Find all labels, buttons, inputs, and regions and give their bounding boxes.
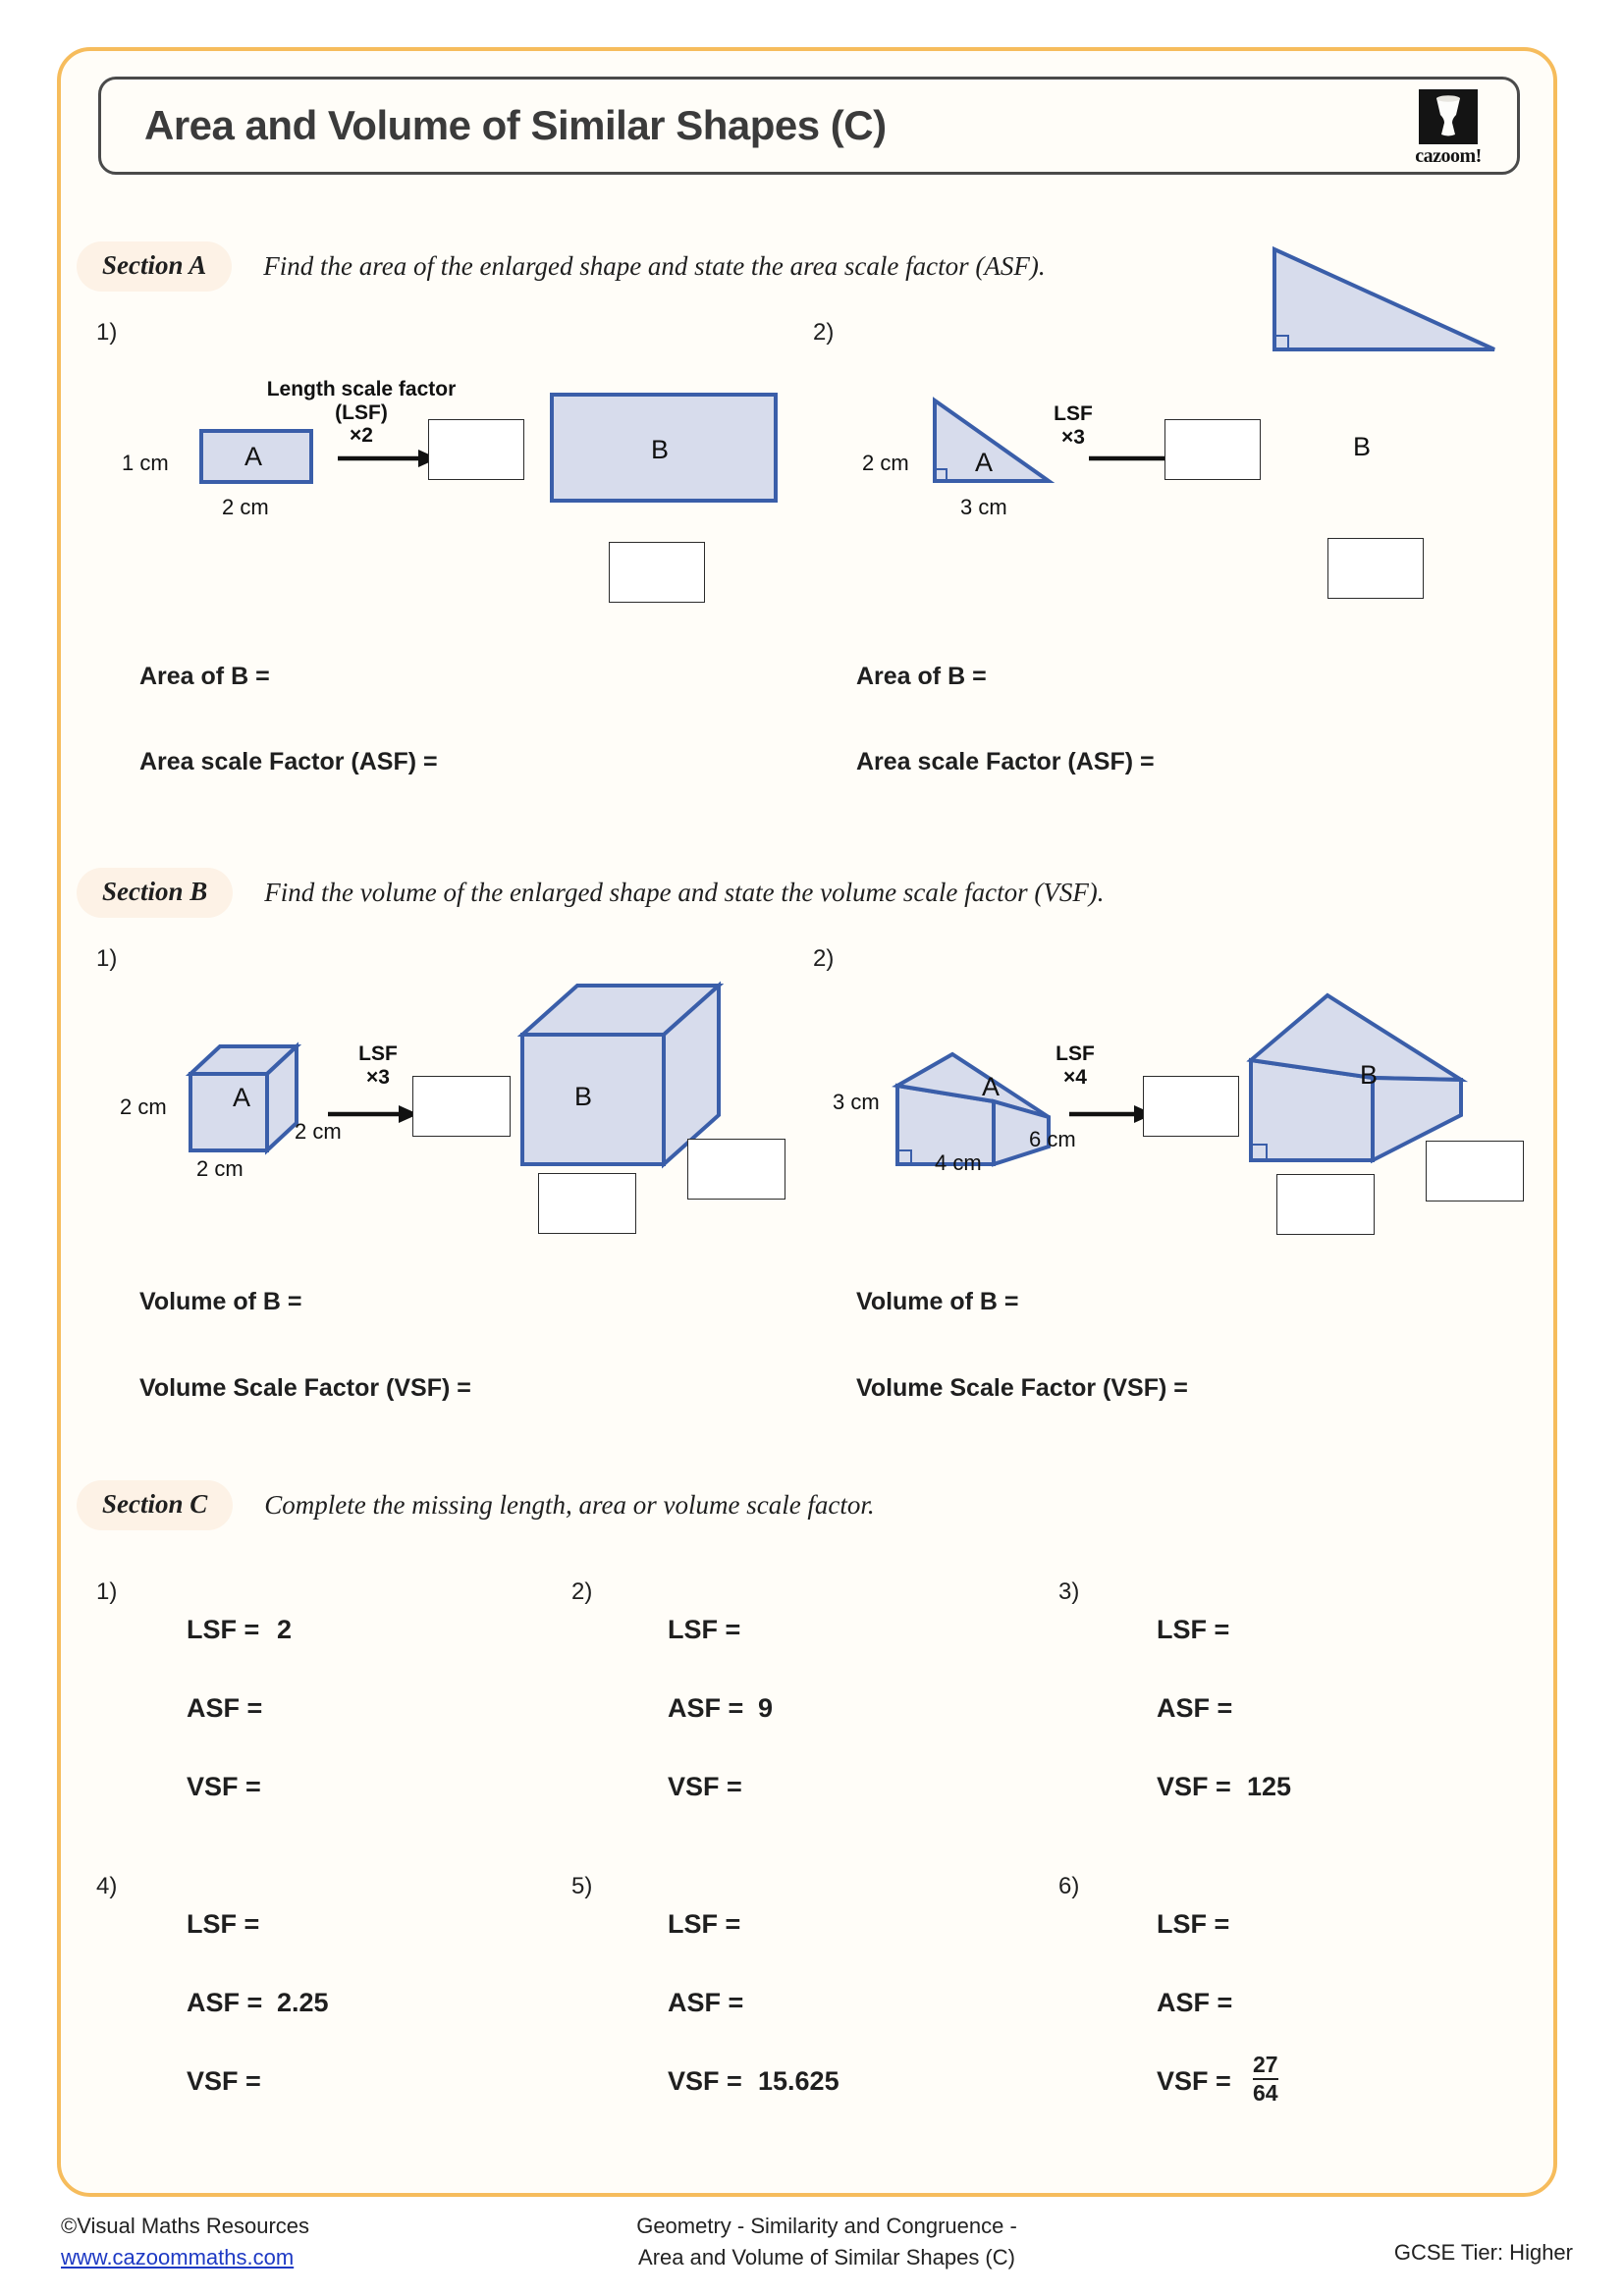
cazoom-drum-icon: [1419, 89, 1478, 144]
c3-lsf-row: [1157, 1615, 1291, 1644]
footer-left: [61, 2211, 309, 2273]
c1-asf-label: ASF =: [187, 1692, 263, 1723]
a2-lsf-caption: LSF ×3: [1054, 402, 1093, 449]
b1-vsf-answer-line: Volume Scale Factor (VSF) =: [139, 1374, 471, 1402]
section-a-badge: Section A: [77, 241, 232, 292]
c1-lsf-value: 2: [277, 1614, 293, 1644]
question-c4-number: 4): [96, 1873, 118, 1899]
c6-vsf-denominator: 64: [1253, 2080, 1278, 2107]
section-b-badge: Section B: [77, 868, 233, 918]
c5-vsf-label: VSF =: [668, 2065, 742, 2096]
a2-shape-a: [931, 397, 1108, 505]
c6-vsf-row: [1157, 2051, 1278, 2107]
c6-lsf-row: [1157, 1909, 1278, 1939]
c2-lsf-row: [668, 1615, 773, 1644]
c6-asf-label: ASF =: [1157, 1987, 1233, 2017]
question-c5-number: 5): [571, 1873, 593, 1899]
c4-asf-row: [187, 1988, 329, 2017]
c2-asf-row: [668, 1693, 773, 1723]
question-c2-number: 2): [571, 1578, 593, 1605]
c1-lsf-label: LSF =: [187, 1614, 260, 1644]
a1-shape-a-label: A: [244, 442, 263, 471]
b1-lsf-caption: LSF ×3: [358, 1042, 398, 1089]
c5-lsf-row: [668, 1909, 839, 1939]
question-a1-number: 1): [96, 319, 118, 346]
a2-height-label: 2 cm: [862, 451, 909, 475]
a2-area-answer-box[interactable]: [1327, 538, 1424, 599]
section-b-instruction: Find the volume of the enlarged shape and state the volume scale factor (VSF).: [264, 878, 1105, 907]
b2-width-label: 4 cm: [935, 1150, 982, 1175]
c3-lsf-label: LSF =: [1157, 1614, 1230, 1644]
section-c-item-6: [1157, 1908, 1278, 2107]
c1-asf-row: [187, 1693, 292, 1723]
section-c-header: [77, 1480, 875, 1530]
b1-height-label: 2 cm: [120, 1095, 167, 1119]
a2-lsf-answer-box[interactable]: [1164, 419, 1261, 480]
b2-shape-a-label: A: [982, 1072, 1001, 1101]
a2-shape-b: [1271, 245, 1536, 510]
c4-lsf-label: LSF =: [187, 1908, 260, 1939]
a1-area-answer-box[interactable]: [609, 542, 705, 603]
title-bar: [98, 77, 1520, 175]
page-footer: [61, 2211, 1573, 2289]
section-c-instruction: Complete the missing length, area or volume scale factor.: [264, 1490, 875, 1520]
page-title: Area and Volume of Similar Shapes (C): [144, 102, 887, 148]
c2-vsf-label: VSF =: [668, 1771, 742, 1801]
c2-asf-label: ASF =: [668, 1692, 744, 1723]
section-c-item-4: [187, 1909, 329, 2096]
c6-vsf-fraction: [1253, 2051, 1278, 2107]
c6-vsf-label: VSF =: [1157, 2065, 1231, 2096]
c4-asf-value: 2.25: [277, 1987, 329, 2017]
question-c6-number: 6): [1058, 1873, 1080, 1899]
section-a-instruction: Find the area of the enlarged shape and state the area scale factor (ASF).: [263, 251, 1046, 281]
c6-vsf-numerator: 27: [1253, 2051, 1278, 2077]
b1-volume-answer-box[interactable]: [538, 1173, 636, 1234]
footer-copyright: ©Visual Maths Resources: [61, 2214, 310, 2238]
section-c-item-3: [1157, 1615, 1291, 1801]
c4-asf-label: ASF =: [187, 1987, 263, 2017]
section-a-header: [77, 241, 1046, 292]
a1-area-answer-line: Area of B =: [139, 663, 270, 690]
cazoom-logo: [1401, 89, 1495, 170]
b2-shape-b-label: B: [1360, 1060, 1379, 1090]
a1-width-label: 2 cm: [222, 495, 269, 519]
a1-lsf-caption: Length scale factor (LSF) ×2: [266, 378, 457, 448]
a2-shape-a-label: A: [975, 448, 994, 477]
c6-lsf-label: LSF =: [1157, 1908, 1230, 1939]
cazoom-wordmark: cazoom!: [1415, 145, 1482, 167]
c5-asf-row: [668, 1988, 839, 2017]
b1-volume-answer-line: Volume of B =: [139, 1288, 302, 1315]
b2-volume-answer-box[interactable]: [1276, 1174, 1375, 1235]
c2-lsf-label: LSF =: [668, 1614, 741, 1644]
c3-vsf-row: [1157, 1772, 1291, 1801]
question-c3-number: 3): [1058, 1578, 1080, 1605]
a1-asf-answer-line: Area scale Factor (ASF) =: [139, 748, 438, 775]
b2-length-label: 6 cm: [1029, 1127, 1076, 1151]
footer-website-link[interactable]: www.cazoommaths.com: [61, 2244, 295, 2269]
b1-width-label: 2 cm: [196, 1156, 244, 1181]
c6-asf-row: [1157, 1988, 1278, 2017]
c3-vsf-value: 125: [1247, 1771, 1292, 1801]
a1-shape-b-label: B: [651, 435, 670, 464]
c4-vsf-row: [187, 2066, 329, 2096]
footer-centre: [571, 2211, 1082, 2273]
b2-vsf-answer-line: Volume Scale Factor (VSF) =: [856, 1374, 1188, 1402]
c1-vsf-row: [187, 1772, 292, 1801]
question-b2-number: 2): [813, 945, 835, 972]
a2-shape-b-label: B: [1353, 432, 1372, 461]
a1-height-label: 1 cm: [122, 451, 169, 475]
c2-asf-value: 9: [758, 1692, 774, 1723]
c1-lsf-row: [187, 1615, 292, 1644]
c5-lsf-label: LSF =: [668, 1908, 741, 1939]
footer-topic-line-1: Geometry - Similarity and Congruence -: [636, 2214, 1017, 2238]
b2-lsf-caption: LSF ×4: [1056, 1042, 1095, 1089]
c2-vsf-row: [668, 1772, 773, 1801]
c5-asf-label: ASF =: [668, 1987, 744, 2017]
b2-vsf-answer-box[interactable]: [1426, 1141, 1524, 1201]
c4-vsf-label: VSF =: [187, 2065, 261, 2096]
b2-lsf-answer-box[interactable]: [1143, 1076, 1239, 1137]
b1-vsf-answer-box[interactable]: [687, 1139, 785, 1200]
section-c-badge: Section C: [77, 1480, 233, 1530]
c1-vsf-label: VSF =: [187, 1771, 261, 1801]
b2-volume-answer-line: Volume of B =: [856, 1288, 1019, 1315]
a2-width-label: 3 cm: [960, 495, 1007, 519]
footer-tier: GCSE Tier: Higher: [1393, 2240, 1573, 2265]
section-c-item-5: [668, 1909, 839, 2096]
section-b-header: [77, 868, 1105, 918]
b2-height-label: 3 cm: [833, 1090, 880, 1114]
c4-lsf-row: [187, 1909, 329, 1939]
footer-topic-line-2: Area and Volume of Similar Shapes (C): [638, 2244, 1015, 2269]
c3-asf-row: [1157, 1693, 1291, 1723]
a2-area-answer-line: Area of B =: [856, 663, 987, 690]
b1-lsf-answer-box[interactable]: [412, 1076, 511, 1137]
section-c-item-1: [187, 1615, 292, 1801]
question-c1-number: 1): [96, 1578, 118, 1605]
section-c-item-2: [668, 1615, 773, 1801]
c5-vsf-value: 15.625: [758, 2065, 839, 2096]
c3-vsf-label: VSF =: [1157, 1771, 1231, 1801]
a1-lsf-answer-box[interactable]: [428, 419, 524, 480]
c3-asf-label: ASF =: [1157, 1692, 1233, 1723]
question-b1-number: 1): [96, 945, 118, 972]
a2-asf-answer-line: Area scale Factor (ASF) =: [856, 748, 1155, 775]
b1-depth-label: 2 cm: [295, 1119, 342, 1144]
question-a2-number: 2): [813, 319, 835, 346]
b1-shape-a-label: A: [233, 1083, 251, 1112]
c5-vsf-row: [668, 2066, 839, 2096]
b1-shape-b-label: B: [574, 1082, 593, 1111]
drum-glyph: [1432, 93, 1465, 140]
